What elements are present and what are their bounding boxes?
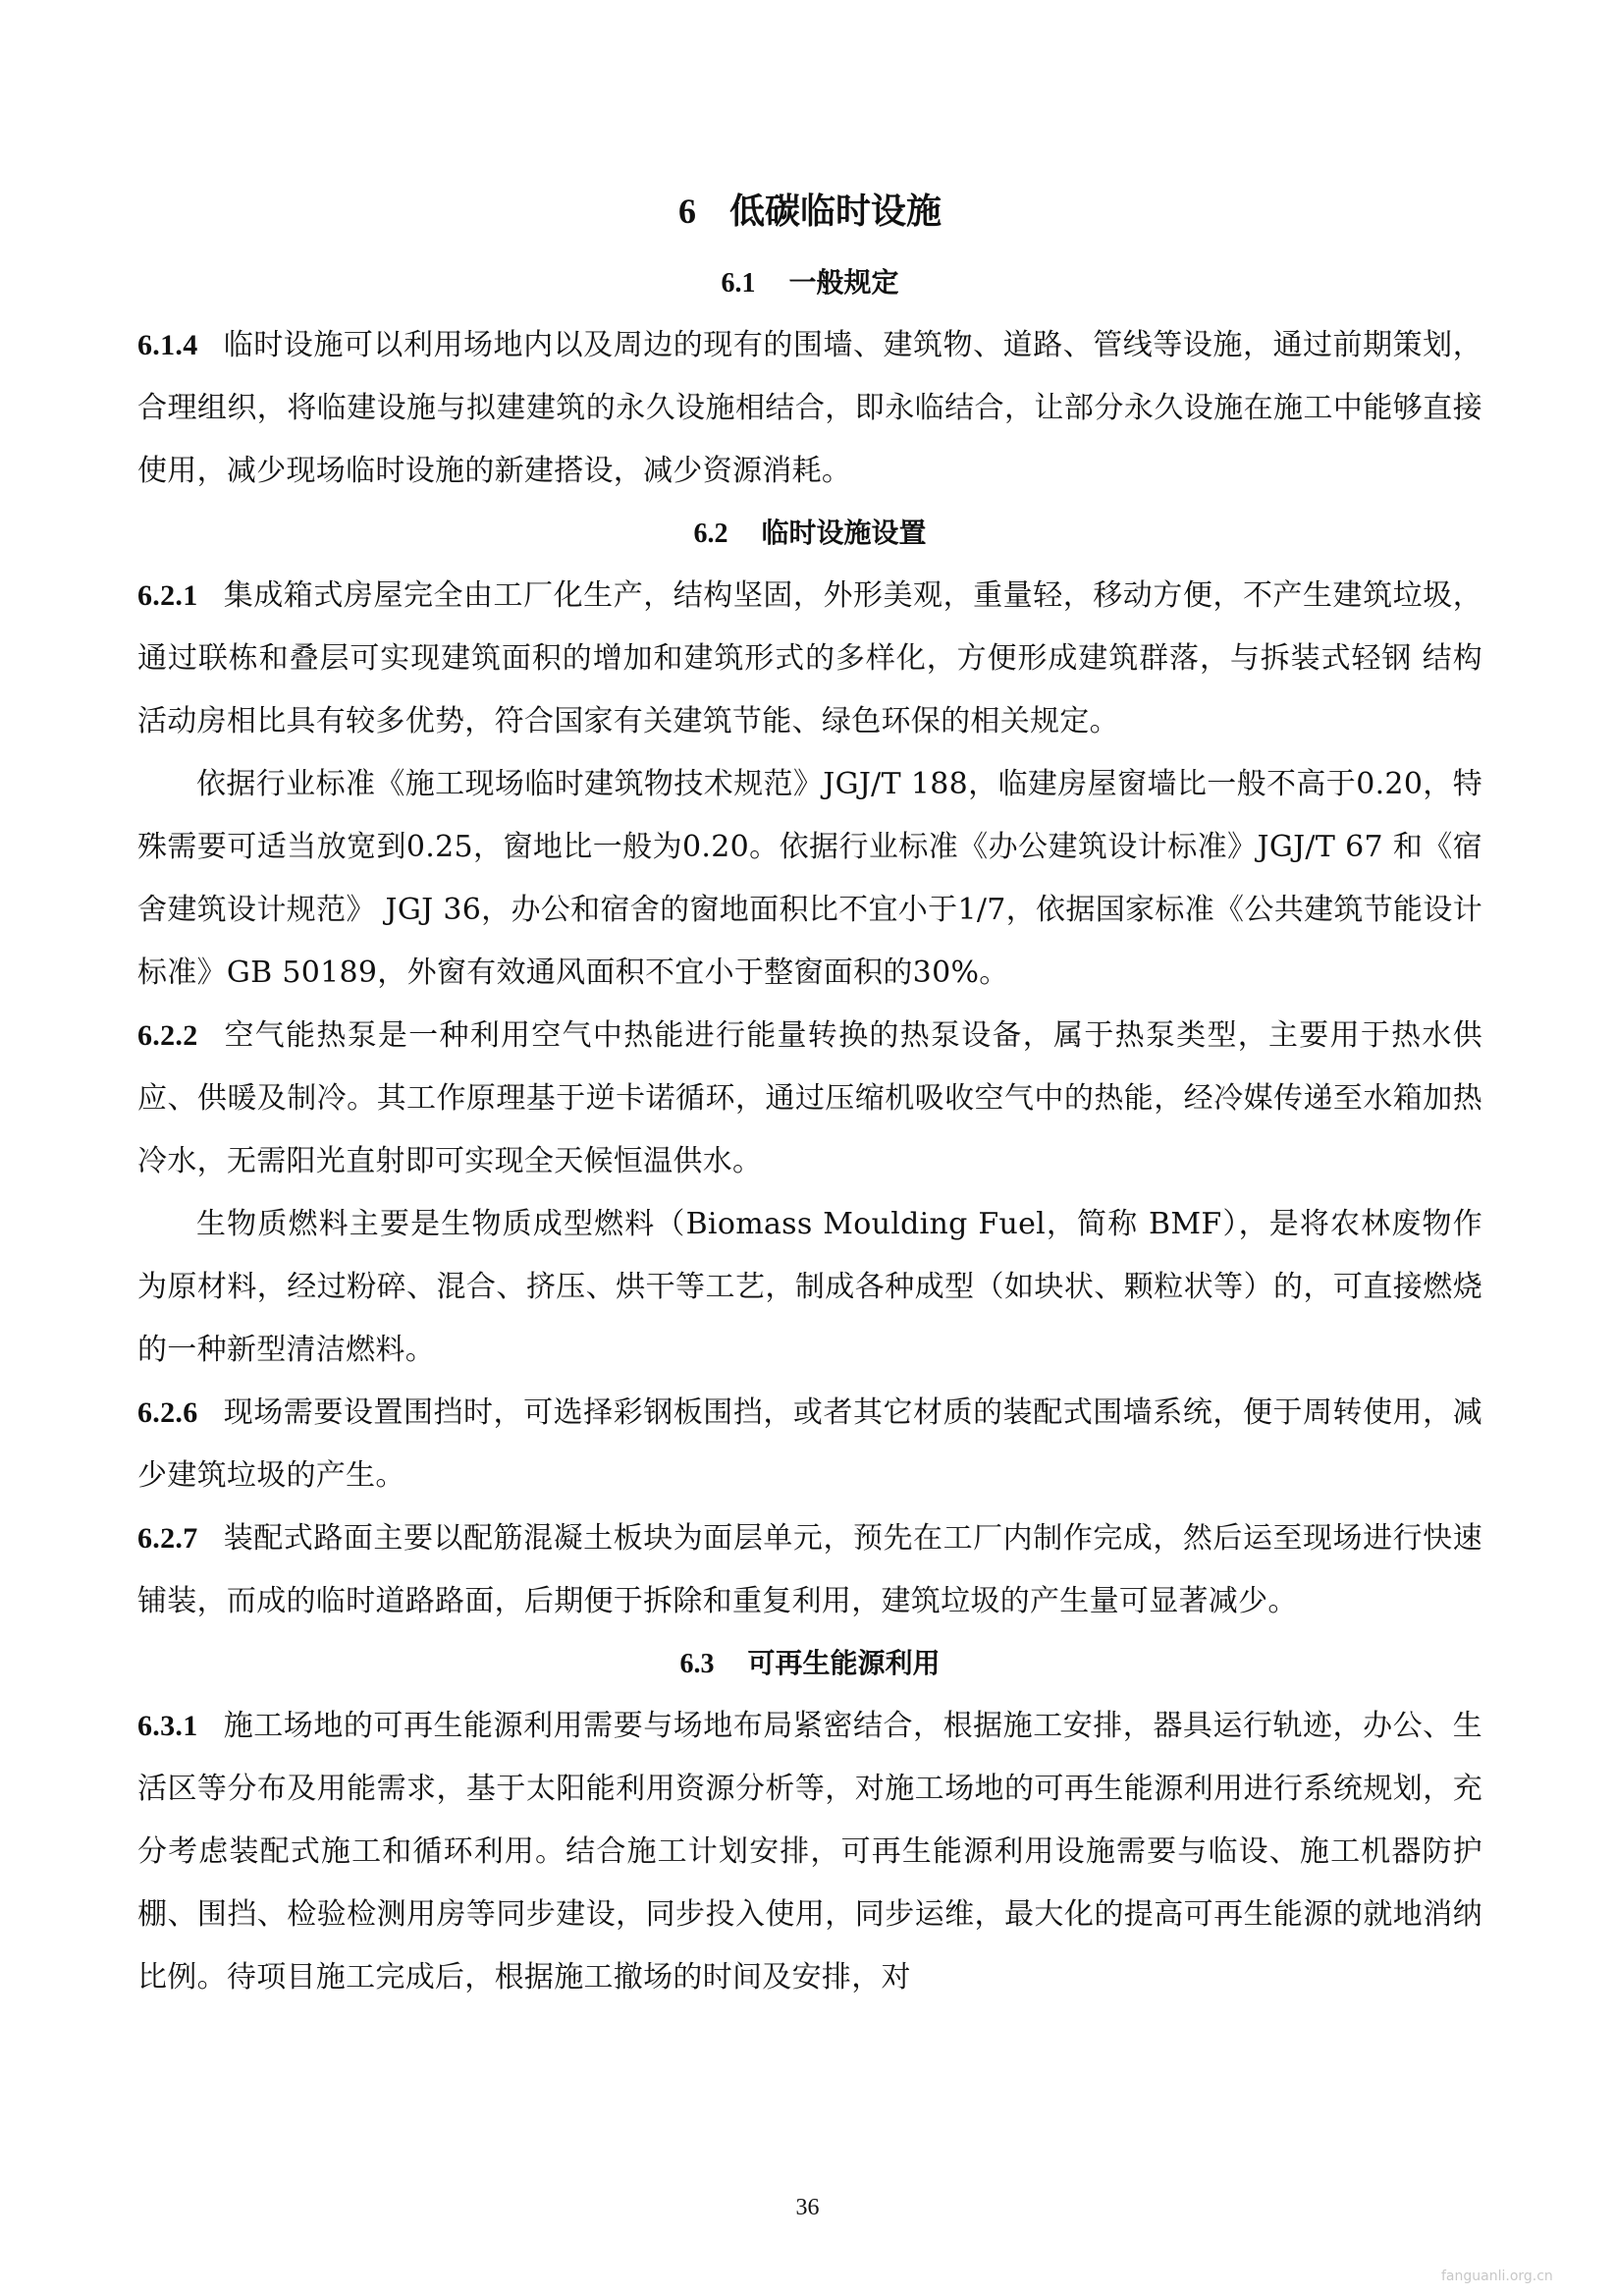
clause-paragraph (137, 1005, 1482, 1193)
clause-number: 6.2.2 (137, 1019, 198, 1052)
clause-number: 6.1.4 (137, 329, 198, 361)
clause-paragraph (137, 565, 1482, 753)
explanation-paragraph (137, 753, 1482, 1005)
clause-paragraph (137, 314, 1482, 503)
clause-text: 现场需要设置围挡时，可选择彩钢板围挡，或者其它材质的装配式围墙系统，便于周转使用，减少建筑垃圾的产生。 (137, 1395, 1482, 1493)
section-title (137, 1633, 1482, 1695)
paragraph-text: 依据行业标准《施工现场临时建筑物技术规范》JGJ/T 188，临建房屋窗墙比一般不高于0.20，特殊需要可适当放宽到0.25，窗地比一般为0.20。依据行业标准《办公建筑设计标准》JGJ/T 67 和《宿舍建筑设计规范》 JGJ 36，办公和宿舍的窗地面积比不宜小于1/7，依据国家标准《公共建筑节能设计标准》GB 50189，外窗有效通风面积不宜小于整窗面积的30%。 (137, 767, 1482, 990)
section-number: 6.1 (721, 268, 756, 299)
clause-paragraph (137, 1695, 1482, 2009)
page-content (137, 177, 1482, 2009)
section-number: 6.2 (693, 519, 728, 549)
clause-paragraph (137, 1507, 1482, 1633)
section-title-text: 可再生能源利用 (747, 1647, 941, 1679)
clause-paragraph (137, 1382, 1482, 1507)
page-number: 36 (795, 2195, 820, 2220)
clause-text: 临时设施可以利用场地内以及周边的现有的围墙、建筑物、道路、管线等设施，通过前期策划，合理组织，将临建设施与拟建建筑的永久设施相结合，即永临结合，让部分永久设施在施工中能够直接使用，减少现场临时设施的新建搭设，减少资源消耗。 (137, 328, 1482, 488)
clause-number: 6.3.1 (137, 1710, 198, 1742)
clause-text: 施工场地的可再生能源利用需要与场地布局紧密结合，根据施工安排，器具运行轨迹，办公、生活区等分布及用能需求，基于太阳能利用资源分析等，对施工场地的可再生能源利用进行系统规划，充分考虑装配式施工和循环利用。结合施工计划安排，可再生能源利用设施需要与临设、施工机器防护棚、围挡、检验检测用房等同步建设，同步投入使用，同步运维，最大化的提高可再生能源的就地消纳比例。待项目施工完成后，根据施工撤场的时间及安排，对 (137, 1709, 1482, 1995)
clause-text: 空气能热泵是一种利用空气中热能进行能量转换的热泵设备，属于热泵类型，主要用于热水供应、供暖及制冷。其工作原理基于逆卡诺循环，通过压缩机吸收空气中的热能，经冷媒传递至水箱加热冷水，无需阳光直射即可实现全天候恒温供水。 (137, 1018, 1482, 1178)
clause-number: 6.2.6 (137, 1396, 198, 1429)
chapter-number: 6 (677, 191, 696, 231)
chapter-title-text: 低碳临时设施 (728, 191, 942, 232)
section-title (137, 503, 1482, 565)
section-title-text: 一般规定 (788, 266, 899, 299)
section-title-text: 临时设施设置 (761, 517, 927, 549)
section-number: 6.3 (679, 1649, 715, 1679)
section-title (137, 252, 1482, 314)
clause-text: 集成箱式房屋完全由工厂化生产，结构坚固，外形美观，重量轻，移动方便，不产生建筑垃圾， 通过联栋和叠层可实现建筑面积的增加和建筑形式的多样化，方便形成建筑群落，与拆装式轻钢 结构活动房相比具有较多优势，符合国家有关建筑节能、绿色环保的相关规定。 (137, 578, 1482, 738)
clause-number: 6.2.1 (137, 579, 198, 612)
clause-text: 装配式路面主要以配筋混凝土板块为面层单元，预先在工厂内制作完成，然后运至现场进行快速铺装，而成的临时道路路面，后期便于拆除和重复利用，建筑垃圾的产生量可显著减少。 (137, 1521, 1482, 1618)
clause-number: 6.2.7 (137, 1522, 198, 1555)
chapter-title (137, 177, 1482, 246)
watermark-text: fanguanli.org.cn (1441, 2269, 1553, 2284)
explanation-paragraph (137, 1193, 1482, 1382)
paragraph-text: 生物质燃料主要是生物质成型燃料（Biomass Moulding Fuel，简称 BMF），是将农林废物作为原材料，经过粉碎、混合、挤压、烘干等工艺，制成各种成型（如块状、颗粒状等）的，可直接燃烧的一种新型清洁燃料。 (137, 1207, 1482, 1367)
